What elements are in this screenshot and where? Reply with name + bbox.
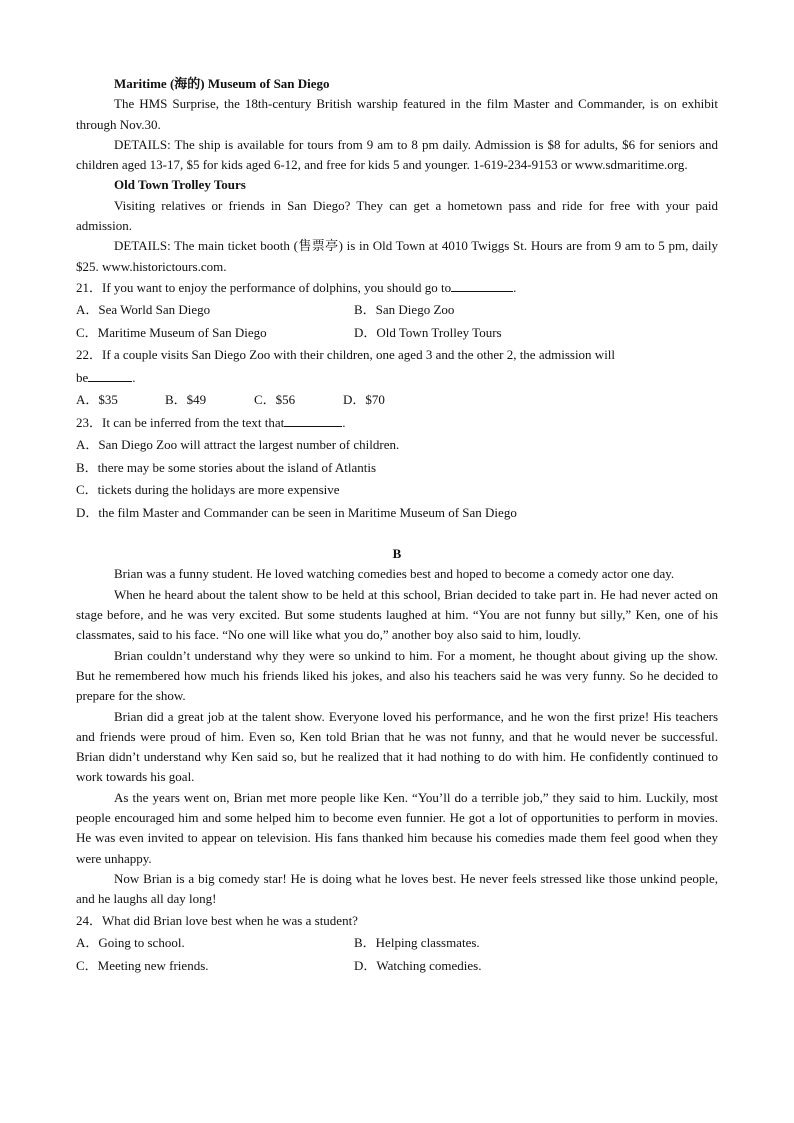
trolley-details: DETAILS: The main ticket booth (售票亭) is in Old Town at 4010 Twiggs St. Hours are from 9 am to 5 pm, daily $25. www.historictours.com. bbox=[76, 238, 718, 274]
question-22-options bbox=[76, 389, 718, 412]
option-d: D．$70 bbox=[343, 392, 385, 408]
answer-blank bbox=[88, 369, 132, 382]
section-b-title: B bbox=[392, 546, 402, 562]
option-c: C．Maritime Museum of San Diego bbox=[76, 324, 267, 340]
question-21-options-row-1 bbox=[76, 299, 718, 322]
option-d: D．the film Master and Commander can be seen in Maritime Museum of San Diego bbox=[76, 504, 517, 520]
section-gap bbox=[76, 524, 718, 544]
passage-paragraph-1: Brian was a funny student. He loved watching comedies best and hoped to become a comedy actor one day. bbox=[114, 566, 675, 582]
question-end: . bbox=[342, 414, 346, 430]
passage-paragraph-5: As the years went on, Brian met more people like Ken. “You’ll do a terrible job,” they said to him. Luckily, most people encouraged him and some helped him to become even funnier. He got a lot of opportunities to perform in movies. He was even invited to appear on television. His fans thanked him because his comedies made them feel good when they were unhappy. bbox=[76, 789, 718, 866]
trolley-heading: Old Town Trolley Tours bbox=[114, 177, 246, 193]
option-a: A．Sea World San Diego bbox=[76, 302, 211, 318]
question-22-stem: 22．If a couple visits San Diego Zoo with their children, one aged 3 and the other 2, the admission will bbox=[76, 347, 616, 363]
option-b: B．there may be some stories about the island of Atlantis bbox=[76, 459, 377, 475]
question-21-options-row-2 bbox=[76, 322, 718, 345]
question-23-stem: 23．It can be inferred from the text that bbox=[76, 414, 285, 430]
trolley-description: Visiting relatives or friends in San Diego? They can get a hometown pass and ride for free with your paid admission. bbox=[76, 197, 718, 234]
option-c: C．tickets during the holidays are more expensive bbox=[76, 482, 340, 498]
question-21-stem: 21．If you want to enjoy the performance of dolphins, you should go to bbox=[76, 279, 452, 295]
option-c: C．Meeting new friends. bbox=[76, 957, 209, 973]
option-b: B．Helping classmates. bbox=[354, 935, 480, 951]
passage-paragraph-2: When he heard about the talent show to be held at this school, Brian decided to take part in. He had never acted on stage before, and he was very excited. But some students laughed at him. “You are not funny but silly,” Ken, one of his classmates, said to his face. “No one will like what you do,” another boy also said to him, loudly. bbox=[76, 586, 718, 643]
option-c: C．$56 bbox=[254, 392, 296, 408]
question-22-continued bbox=[76, 367, 718, 390]
document-page bbox=[76, 74, 718, 977]
option-b: B．San Diego Zoo bbox=[354, 302, 455, 318]
passage-paragraph-3: Brian couldn’t understand why they were so unkind to him. For a moment, he thought about giving up the show. But he remembered how much his friends liked his jokes, and also his teachers said he was very funny. So he decided to prepare for the show. bbox=[76, 647, 718, 704]
question-end: . bbox=[132, 369, 136, 385]
passage-paragraph-4: Brian did a great job at the talent show. Everyone loved his performance, and he won the first prize! His teachers and friends were proud of him. Even so, Ken told Brian that he was not funny, and that he would never be successful. Brian didn’t understand why Ken said so, but he realized that it had nothing to do with him. He confidently continued to work towards his goal. bbox=[76, 708, 718, 785]
question-23 bbox=[76, 412, 718, 435]
option-d: D．Old Town Trolley Tours bbox=[354, 324, 502, 340]
question-24-options-row-1 bbox=[76, 932, 718, 955]
museum-heading: Maritime (海的) Museum of San Diego bbox=[114, 76, 330, 91]
museum-details: DETAILS: The ship is available for tours from 9 am to 8 pm daily. Admission is $8 for adults, $6 for seniors and children aged 13-17, $5 for kids aged 6-12, and free for kids 5 and younger. 1-619-234-9153 or www.sdmaritime.org. bbox=[76, 136, 718, 173]
question-24: 24．What did Brian love best when he was a student? bbox=[76, 912, 358, 928]
question-24-options-row-2 bbox=[76, 955, 718, 978]
option-a: A．$35 bbox=[76, 392, 118, 408]
question-end: . bbox=[513, 279, 517, 295]
museum-description: The HMS Surprise, the 18th-century British warship featured in the film Master and Commander, is on exhibit through Nov.30. bbox=[76, 96, 718, 132]
answer-blank bbox=[451, 279, 513, 292]
passage-paragraph-6: Now Brian is a big comedy star! He is doing what he loves best. He never feels stressed like those unkind people, and he laughs all day long! bbox=[76, 870, 718, 907]
option-a: A．Going to school. bbox=[76, 935, 185, 951]
answer-blank bbox=[284, 414, 342, 427]
option-a: A．San Diego Zoo will attract the largest number of children. bbox=[76, 437, 400, 453]
question-21 bbox=[76, 277, 718, 300]
option-d: D．Watching comedies. bbox=[354, 957, 482, 973]
question-22 bbox=[76, 344, 718, 367]
option-b: B．$49 bbox=[165, 392, 207, 408]
question-22-stem-end: be bbox=[76, 369, 89, 385]
